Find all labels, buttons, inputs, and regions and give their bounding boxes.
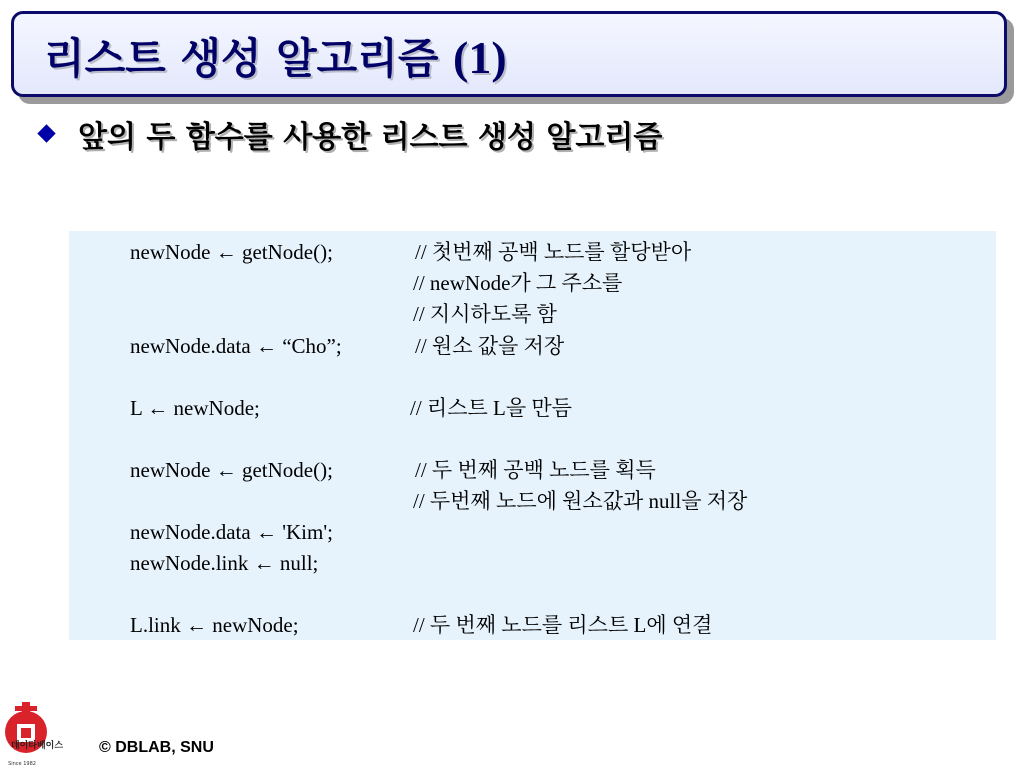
code-line-2: newNode.data ← “Cho”;: [130, 334, 342, 358]
code-line-1: newNode ← getNode();: [130, 240, 333, 264]
code-comment-5: // 리스트 L을 만듬: [410, 396, 572, 420]
code-comment-6: // 두 번째 공백 노드를 획득: [415, 458, 656, 482]
code-line-3: L ← newNode;: [130, 396, 260, 420]
code-comment-4: // 원소 값을 저장: [415, 334, 565, 358]
logo-since: Since 1982: [8, 761, 36, 767]
diamond-bullet-icon: [37, 124, 55, 142]
code-line-5: newNode.data ← 'Kim';: [130, 520, 333, 544]
code-line-7: L.link ← newNode;: [130, 613, 299, 637]
code-comment-8: // 두 번째 노드를 리스트 L에 연결: [413, 613, 713, 637]
copyright-text: © DBLAB, SNU: [99, 739, 214, 756]
code-comment-3: // 지시하도록 함: [413, 302, 557, 326]
code-comment-1: // 첫번째 공백 노드를 할당받아: [415, 240, 692, 264]
code-line-6: newNode.link ← null;: [130, 551, 319, 575]
logo-text: 데이타베이스: [10, 741, 64, 751]
title-banner: [11, 11, 1007, 97]
title-number: (1): [453, 32, 507, 83]
dblab-logo-icon: [0, 700, 77, 768]
code-comment-2: // newNode가 그 주소를: [413, 271, 623, 295]
code-line-4: newNode ← getNode();: [130, 458, 333, 482]
bullet-point: 앞의 두 함수를 사용한 리스트 생성 알고리즘: [78, 120, 663, 155]
slide-title: [44, 26, 507, 86]
title-text: 리스트 생성 알고리즘: [44, 34, 439, 83]
code-comment-7: // 두번째 노드에 원소값과 null을 저장: [413, 489, 748, 513]
